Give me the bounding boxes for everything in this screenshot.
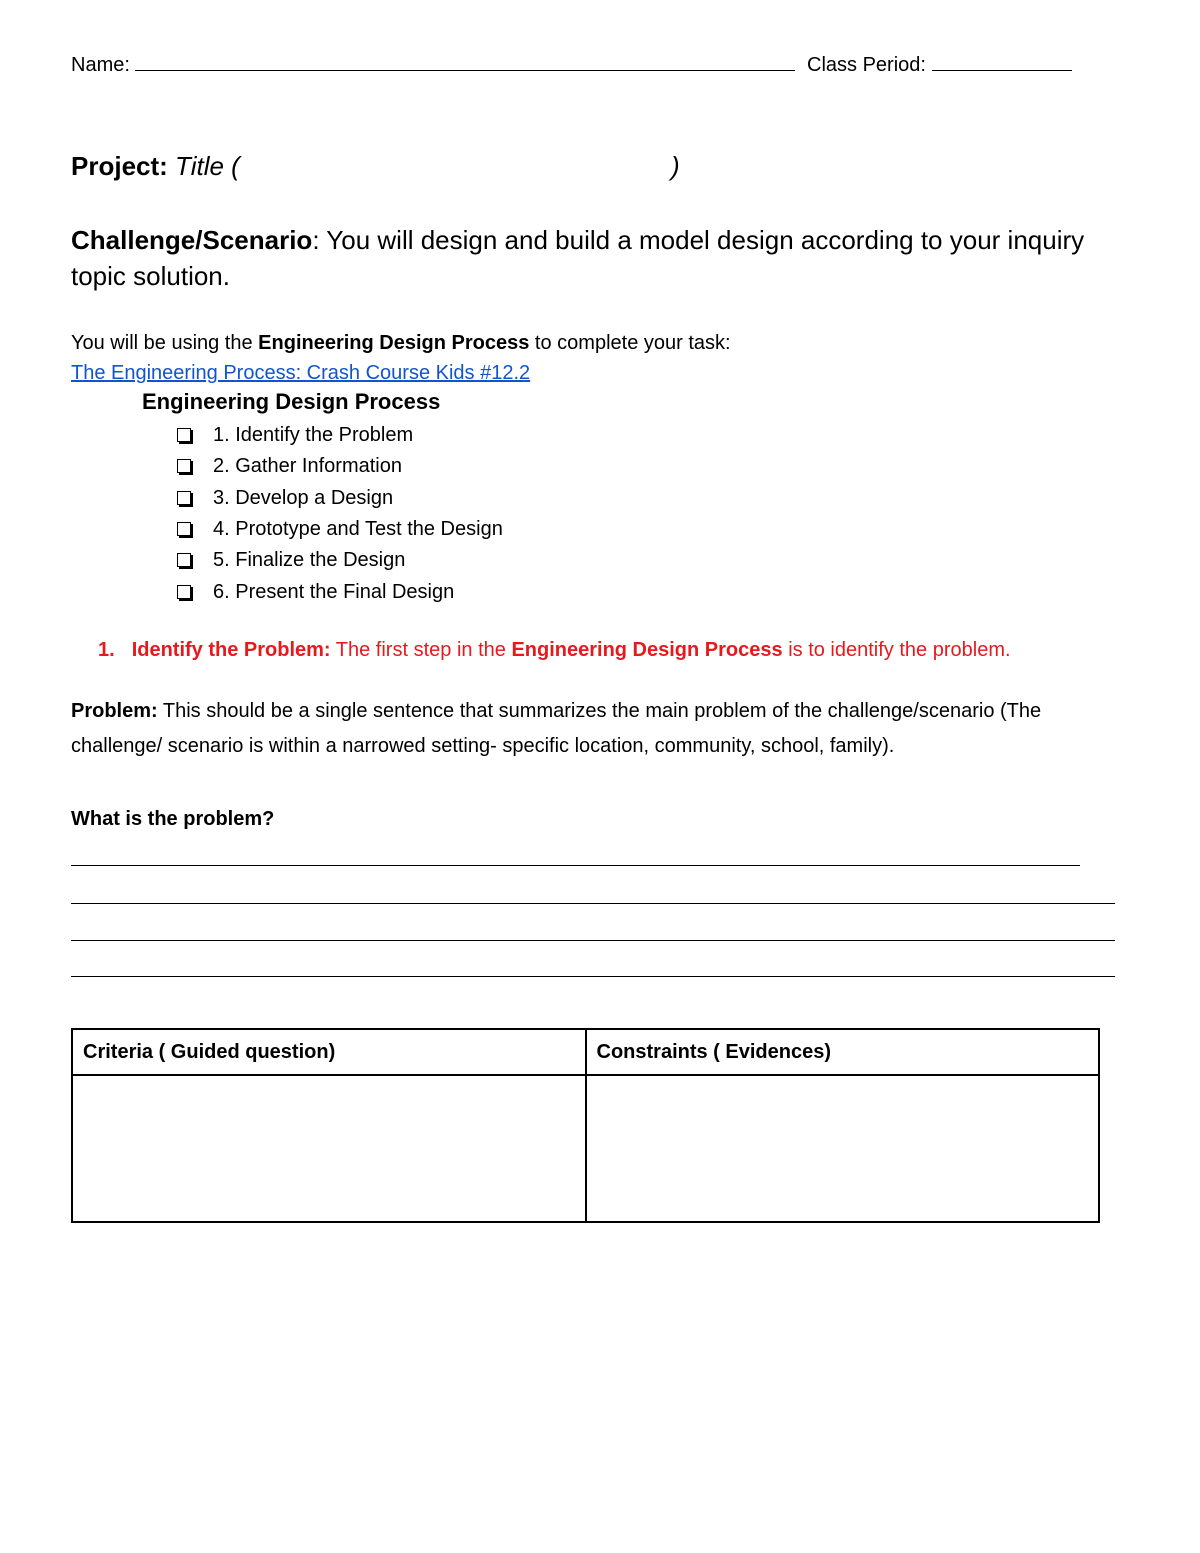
project-title-close: ) [671,151,680,181]
checklist-item[interactable]: 4. Prototype and Test the Design [177,517,503,541]
name-label: Name: [71,54,130,76]
intro-bold: Engineering Design Process [258,332,530,354]
constraints-cell[interactable] [586,1075,1100,1222]
checkbox-icon[interactable] [177,459,191,473]
checkbox-icon[interactable] [177,522,191,536]
answer-line[interactable] [71,940,1115,941]
checklist-item[interactable]: 2. Gather Information [177,454,402,478]
criteria-cell[interactable] [72,1075,586,1222]
project-heading [71,150,240,182]
challenge-scenario [71,222,1131,294]
step1-instruction: 1. Identify the Problem: The first step in the Engineering Design Process is to identify the problem. [98,639,1011,661]
constraints-header: Constraints ( Evidences) [586,1029,1100,1075]
checklist-item[interactable]: 3. Develop a Design [177,486,393,510]
checklist-item[interactable]: 5. Finalize the Design [177,548,405,572]
class-period-blank[interactable] [932,52,1072,71]
answer-line[interactable] [71,865,1080,866]
checklist-item[interactable]: 1. Identify the Problem [177,423,413,447]
checkbox-icon[interactable] [177,553,191,567]
checklist-item[interactable]: 6. Present the Final Design [177,580,454,604]
project-label: Project: [71,151,168,181]
project-title-open: Title ( [175,151,240,181]
problem-description [71,694,1131,764]
crash-course-link[interactable]: The Engineering Process: Crash Course Kids #12.2 [71,362,531,384]
checkbox-icon[interactable] [177,585,191,599]
challenge-label: Challenge/Scenario [71,225,313,255]
intro-text: You will be using the Engineering Design Process to complete your task: [71,332,731,354]
name-blank[interactable] [135,52,795,71]
problem-text: This should be a single sentence that summarizes the main problem of the challenge/scenario (The challenge/ scenario is within a narrowed setting- specific location, community, school, family). [71,700,1042,757]
answer-line[interactable] [71,976,1115,977]
step1-label: Identify the Problem: [131,639,331,661]
answer-line[interactable] [71,903,1115,904]
step1-number: 1. [98,639,115,661]
class-period-label: Class Period: [807,54,926,76]
problem-question: What is the problem? [71,808,275,830]
problem-label: Problem: [71,700,158,722]
criteria-header: Criteria ( Guided question) [72,1029,586,1075]
class-period-field [807,52,1072,77]
name-field [71,52,795,77]
checkbox-icon[interactable] [177,491,191,505]
challenge-text: : You will design and build a model design according to your inquiry topic solution. [71,225,1085,291]
edp-title: Engineering Design Process [142,389,441,414]
criteria-constraints-table [71,1028,1100,1223]
checkbox-icon[interactable] [177,428,191,442]
